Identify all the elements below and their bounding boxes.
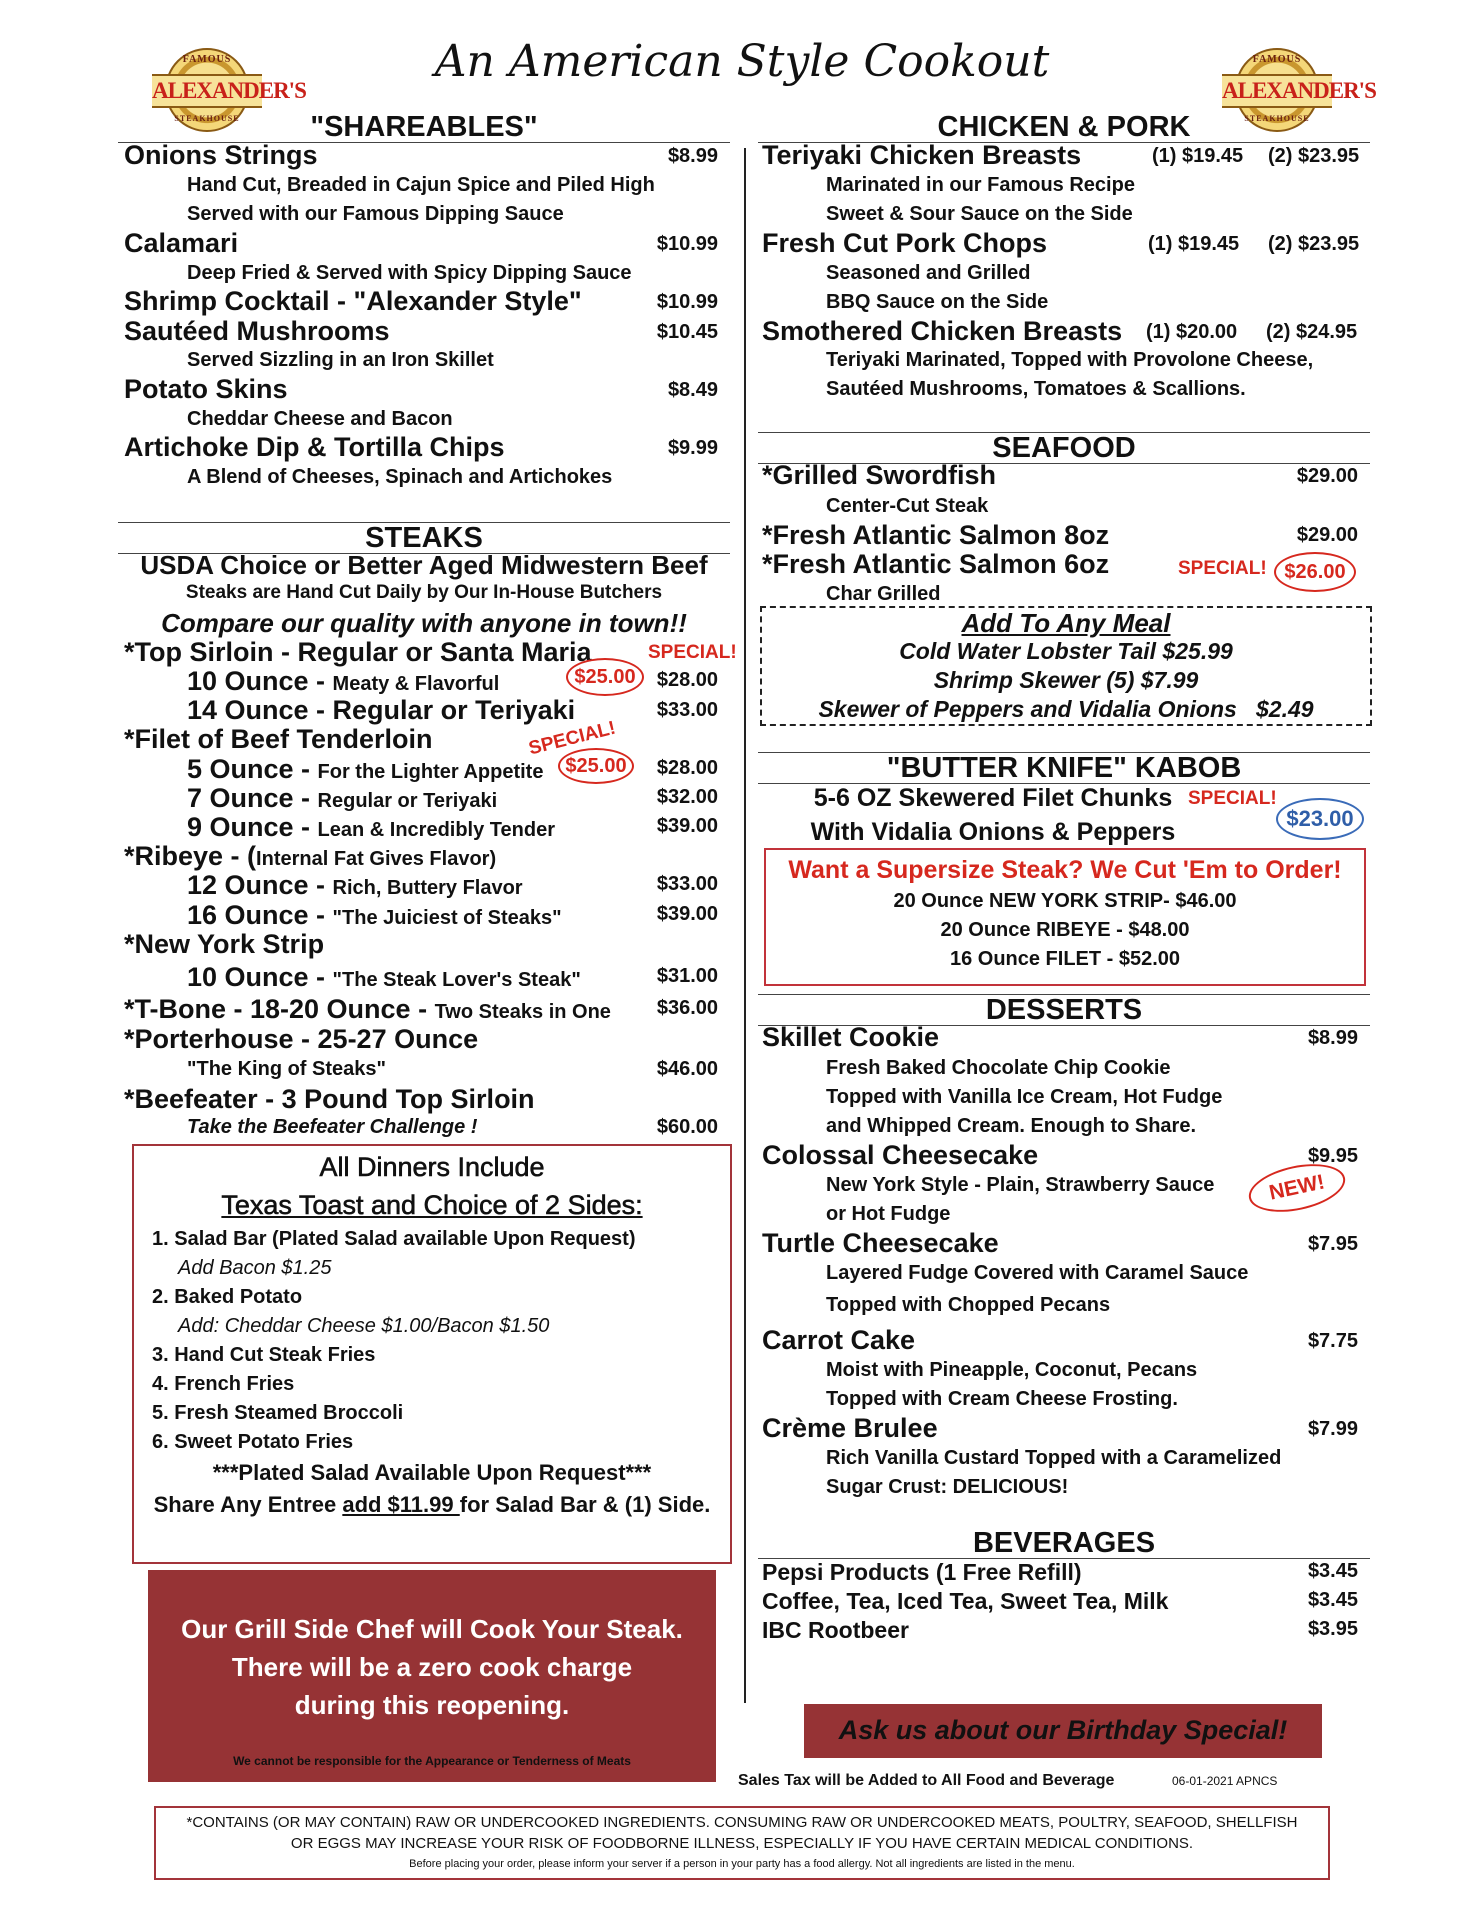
dessert-price: $7.95 xyxy=(1307,1233,1358,1255)
side-item: 3. Hand Cut Steak Fries xyxy=(152,1344,376,1366)
sirloin-10oz-price: $28.00 xyxy=(656,669,718,691)
chicken-pork-price-2: (2) $24.95 xyxy=(1266,321,1358,343)
shareable-price: $8.99 xyxy=(667,145,718,167)
footer-line-1: *CONTAINS (OR MAY CONTAIN) RAW OR UNDERCOOKED INGREDIENTS. CONSUMING RAW OR UNDERCOOKED MEATS, POULTRY, SEAFOOD, SHELLFISH xyxy=(186,1814,1298,1831)
beverage-price: $3.95 xyxy=(1307,1618,1358,1640)
shareable-name: Sautéed Mushrooms xyxy=(124,316,390,346)
footer-line-3: Before placing your order, please inform your server if a person in your party has a food allergy. Not all ingredients are listed in the menu. xyxy=(409,1858,1075,1870)
dessert-price: $7.99 xyxy=(1307,1418,1358,1440)
swordfish-price: $29.00 xyxy=(1296,465,1358,487)
share-price: add $11.99 xyxy=(342,1492,460,1517)
side-addon: Add Bacon $1.25 xyxy=(178,1257,332,1279)
sides-list xyxy=(152,1225,712,1457)
dessert-desc: Topped with Cream Cheese Frosting. xyxy=(826,1388,1178,1410)
steaks-heading: STEAKS xyxy=(118,522,730,554)
size-desc: Meaty & Flavorful xyxy=(332,673,500,695)
supersize-line: 20 Ounce RIBEYE - $48.00 xyxy=(940,919,1190,941)
chicken-pork-name: Teriyaki Chicken Breasts xyxy=(762,140,1082,170)
dessert-desc: Topped with Chopped Pecans xyxy=(826,1294,1111,1316)
nystrip-10oz xyxy=(187,962,581,995)
chicken-pork-name: Fresh Cut Pork Chops xyxy=(762,228,1048,258)
size-label: 10 Ounce - xyxy=(187,962,333,992)
salmon-special-price: $26.00 xyxy=(1274,552,1356,592)
chicken-pork-desc: Sautéed Mushrooms, Tomatoes & Scallions. xyxy=(826,378,1246,400)
salmon-8oz-name: *Fresh Atlantic Salmon 8oz xyxy=(762,520,1110,550)
size-desc: "The Steak Lover's Steak" xyxy=(332,969,581,991)
version-code: 06-01-2021 APNCS xyxy=(1172,1774,1278,1788)
filet-5oz-price: $28.00 xyxy=(656,757,718,779)
shareable-price: $8.49 xyxy=(667,379,718,401)
dessert-name: Crème Brulee xyxy=(762,1413,938,1443)
logo-name: ALEXANDER'S xyxy=(1222,74,1332,108)
salmon-6oz-name: *Fresh Atlantic Salmon 6oz xyxy=(762,549,1110,579)
shareable-price: $9.99 xyxy=(667,437,718,459)
dessert-name: Carrot Cake xyxy=(762,1325,916,1355)
shareable-desc: Served Sizzling in an Iron Skillet xyxy=(187,349,494,371)
beverage-name: Pepsi Products (1 Free Refill) xyxy=(762,1559,1082,1585)
plated-salad-note: ***Plated Salad Available Upon Request*** xyxy=(212,1460,652,1485)
size-desc: Lean & Incredibly Tender xyxy=(317,819,555,841)
beverage-price: $3.45 xyxy=(1307,1560,1358,1582)
sales-tax-note: Sales Tax will be Added to All Food and Beverage xyxy=(738,1772,1115,1789)
new-badge: NEW! xyxy=(1244,1156,1349,1219)
tbone-price: $36.00 xyxy=(656,997,718,1019)
chicken-pork-desc: Sweet & Sour Sauce on the Side xyxy=(826,203,1133,225)
dessert-desc: Sugar Crust: DELICIOUS! xyxy=(826,1476,1069,1498)
shareables-heading: "SHAREABLES" xyxy=(118,112,730,143)
steaks-note: Steaks are Hand Cut Daily by Our In-House Butchers xyxy=(185,582,663,603)
size-label: 5 Ounce - xyxy=(187,754,318,784)
top-sirloin-special-price: $25.00 xyxy=(566,658,644,696)
grill-disclaimer: We cannot be responsible for the Appearance or Tenderness of Meats xyxy=(233,1754,631,1768)
size-label: 16 Ounce - xyxy=(187,900,333,930)
share-pre: Share Any Entree xyxy=(153,1492,343,1517)
salmon-6oz-desc: Char Grilled xyxy=(826,583,941,605)
dessert-desc: Layered Fudge Covered with Caramel Sauce xyxy=(826,1262,1249,1284)
addon-line: Skewer of Peppers and Vidalia Onions $2.49 xyxy=(818,696,1314,722)
dessert-price: $7.75 xyxy=(1307,1330,1358,1352)
dinners-subheading: Texas Toast and Choice of 2 Sides: xyxy=(221,1190,643,1220)
filet-special: SPECIAL! xyxy=(526,717,618,760)
grill-line-2: There will be a zero cook charge xyxy=(231,1652,633,1682)
size-label: 7 Ounce - xyxy=(187,783,318,813)
porterhouse-name: *Porterhouse - 25-27 Ounce xyxy=(124,1024,479,1054)
ribeye-desc: Internal Fat Gives Flavor) xyxy=(256,848,497,870)
beefeater-name: *Beefeater - 3 Pound Top Sirloin xyxy=(124,1084,535,1114)
share-post: for Salad Bar & (1) Side. xyxy=(459,1492,711,1517)
side-item: 4. French Fries xyxy=(152,1373,295,1395)
kabob-line-1: 5-6 OZ Skewered Filet Chunks xyxy=(813,784,1173,812)
logo-bottom-text: STEAKHOUSE xyxy=(1244,114,1310,123)
size-label: 12 Ounce - xyxy=(187,870,333,900)
filet-name: *Filet of Beef Tenderloin xyxy=(124,724,433,754)
logo-bottom-text: STEAKHOUSE xyxy=(174,114,240,123)
supersize-heading: Want a Supersize Steak? We Cut 'Em to Order! xyxy=(788,856,1342,884)
top-sirloin-special: SPECIAL! xyxy=(648,642,737,663)
footer-line-2: OR EGGS MAY INCREASE YOUR RISK OF FOODBORNE ILLNESS, ESPECIALLY IF YOU HAVE CERTAIN MEDICAL CONDITIONS. xyxy=(290,1835,1194,1852)
dessert-desc: New York Style - Plain, Strawberry Sauce xyxy=(826,1174,1215,1196)
add-to-meal-heading: Add To Any Meal xyxy=(961,608,1171,638)
kabob-special: SPECIAL! xyxy=(1188,788,1277,809)
grill-line-1: Our Grill Side Chef will Cook Your Steak. xyxy=(181,1614,683,1644)
steaks-subheading: USDA Choice or Better Aged Midwestern Beef xyxy=(140,550,708,580)
shareable-name: Shrimp Cocktail - "Alexander Style" xyxy=(124,286,582,316)
shareable-desc: A Blend of Cheeses, Spinach and Artichokes xyxy=(187,466,613,488)
birthday-text: Ask us about our Birthday Special! xyxy=(838,1715,1288,1745)
shareable-desc: Cheddar Cheese and Bacon xyxy=(187,408,453,430)
size-desc: Regular or Teriyaki xyxy=(317,790,498,812)
porterhouse-desc: "The King of Steaks" xyxy=(187,1058,386,1080)
dinners-heading: All Dinners Include xyxy=(319,1152,545,1182)
dessert-desc: Fresh Baked Chocolate Chip Cookie xyxy=(826,1057,1171,1079)
logo-top-text: FAMOUS xyxy=(1252,54,1302,65)
side-item: 2. Baked Potato xyxy=(152,1286,303,1308)
dessert-name: Skillet Cookie xyxy=(762,1022,940,1052)
beverage-name: IBC Rootbeer xyxy=(762,1617,909,1643)
shareable-name: Calamari xyxy=(124,228,239,258)
tbone-label: *T-Bone - 18-20 Ounce - xyxy=(124,994,435,1024)
swordfish-name: *Grilled Swordfish xyxy=(762,460,997,490)
column-divider xyxy=(744,148,746,1703)
grill-line-3: during this reopening. xyxy=(294,1690,570,1720)
dessert-name: Turtle Cheesecake xyxy=(762,1228,999,1258)
tbone-desc: Two Steaks in One xyxy=(434,1001,611,1023)
filet-7oz-price: $32.00 xyxy=(656,786,718,808)
beefeater-desc: Take the Beefeater Challenge ! xyxy=(187,1116,478,1138)
ribeye-label: *Ribeye - ( xyxy=(124,841,257,871)
chicken-pork-desc: BBQ Sauce on the Side xyxy=(826,291,1049,313)
desserts-heading: DESSERTS xyxy=(758,994,1370,1026)
size-desc: "The Juiciest of Steaks" xyxy=(332,907,562,929)
dessert-desc: Moist with Pineapple, Coconut, Pecans xyxy=(826,1359,1198,1381)
shareable-name: Onions Strings xyxy=(124,140,318,170)
shareable-desc: Served with our Famous Dipping Sauce xyxy=(187,203,564,225)
dessert-name: Colossal Cheesecake xyxy=(762,1140,1039,1170)
kabob-price: $23.00 xyxy=(1276,798,1364,840)
ribeye-12oz xyxy=(187,870,523,903)
beverage-price: $3.45 xyxy=(1307,1589,1358,1611)
chicken-pork-desc: Teriyaki Marinated, Topped with Provolone Cheese, xyxy=(826,349,1314,371)
size-label: 10 Ounce - xyxy=(187,666,333,696)
sirloin-14oz: 14 Ounce - Regular or Teriyaki xyxy=(187,695,576,725)
shareable-name: Potato Skins xyxy=(124,374,288,404)
supersize-line: 20 Ounce NEW YORK STRIP- $46.00 xyxy=(893,890,1237,912)
beverages-heading: BEVERAGES xyxy=(758,1528,1370,1559)
kabob-line-2: With Vidalia Onions & Peppers xyxy=(810,818,1176,846)
nystrip-10oz-price: $31.00 xyxy=(656,965,718,987)
shareable-name: Artichoke Dip & Tortilla Chips xyxy=(124,432,505,462)
side-item: 1. Salad Bar (Plated Salad available Upon Request) xyxy=(152,1228,636,1250)
ribeye-16oz-price: $39.00 xyxy=(656,903,718,925)
chicken-pork-heading: CHICKEN & PORK xyxy=(758,112,1370,143)
logo-name: ALEXANDER'S xyxy=(152,74,262,108)
chicken-pork-price-1: (1) $20.00 xyxy=(1146,321,1238,343)
side-item: 6. Sweet Potato Fries xyxy=(152,1431,354,1453)
ribeye-12oz-price: $33.00 xyxy=(656,873,718,895)
tbone-name xyxy=(124,994,611,1027)
logo-top-text: FAMOUS xyxy=(182,54,232,65)
side-item: 5. Fresh Steamed Broccoli xyxy=(152,1402,404,1424)
chicken-pork-desc: Seasoned and Grilled xyxy=(826,262,1031,284)
sirloin-14oz-price: $33.00 xyxy=(656,699,718,721)
size-desc: Rich, Buttery Flavor xyxy=(332,877,523,899)
chicken-pork-name: Smothered Chicken Breasts xyxy=(762,316,1123,346)
filet-special-price: $25.00 xyxy=(558,748,634,784)
porterhouse-price: $46.00 xyxy=(656,1058,718,1080)
menu-title: An American Style Cookout xyxy=(434,36,1050,87)
beefeater-price: $60.00 xyxy=(656,1116,718,1138)
swordfish-desc: Center-Cut Steak xyxy=(826,495,989,517)
chicken-pork-price-1: (1) $19.45 xyxy=(1148,233,1240,255)
side-addon: Add: Cheddar Cheese $1.00/Bacon $1.50 xyxy=(178,1315,550,1337)
size-desc: For the Lighter Appetite xyxy=(317,761,544,783)
addon-line: Cold Water Lobster Tail $25.99 xyxy=(899,638,1233,664)
nystrip-name: *New York Strip xyxy=(124,929,325,959)
addon-line: Shrimp Skewer (5) $7.99 xyxy=(933,667,1199,693)
seafood-heading: SEAFOOD xyxy=(758,432,1370,464)
top-sirloin-name: *Top Sirloin - Regular or Santa Maria xyxy=(124,637,592,667)
size-label: 9 Ounce - xyxy=(187,812,318,842)
kabob-heading: "BUTTER KNIFE" KABOB xyxy=(758,752,1370,784)
chicken-pork-price-2: (2) $23.95 xyxy=(1268,233,1360,255)
dessert-desc: or Hot Fudge xyxy=(826,1203,951,1225)
shareable-price: $10.45 xyxy=(656,321,718,343)
shareable-price: $10.99 xyxy=(656,291,718,313)
chicken-pork-price-2: (2) $23.95 xyxy=(1268,145,1360,167)
filet-9oz-price: $39.00 xyxy=(656,815,718,837)
shareable-desc: Hand Cut, Breaded in Cajun Spice and Piled High xyxy=(187,174,655,196)
dessert-price: $8.99 xyxy=(1307,1027,1358,1049)
dessert-desc: Rich Vanilla Custard Topped with a Caramelized xyxy=(826,1447,1282,1469)
beverage-name: Coffee, Tea, Iced Tea, Sweet Tea, Milk xyxy=(762,1588,1169,1614)
dessert-price: $9.95 xyxy=(1307,1145,1358,1167)
share-entree-note xyxy=(132,1492,732,1518)
dessert-desc: Topped with Vanilla Ice Cream, Hot Fudge xyxy=(826,1086,1223,1108)
chicken-pork-desc: Marinated in our Famous Recipe xyxy=(826,174,1135,196)
steaks-compare: Compare our quality with anyone in town!! xyxy=(161,608,687,638)
chicken-pork-price-1: (1) $19.45 xyxy=(1152,145,1244,167)
supersize-line: 16 Ounce FILET - $52.00 xyxy=(949,948,1181,970)
salmon-special: SPECIAL! xyxy=(1178,558,1267,579)
shareable-desc: Deep Fried & Served with Spicy Dipping Sauce xyxy=(187,262,632,284)
salmon-8oz-price: $29.00 xyxy=(1296,524,1358,546)
dessert-desc: and Whipped Cream. Enough to Share. xyxy=(826,1115,1197,1137)
shareable-price: $10.99 xyxy=(656,233,718,255)
